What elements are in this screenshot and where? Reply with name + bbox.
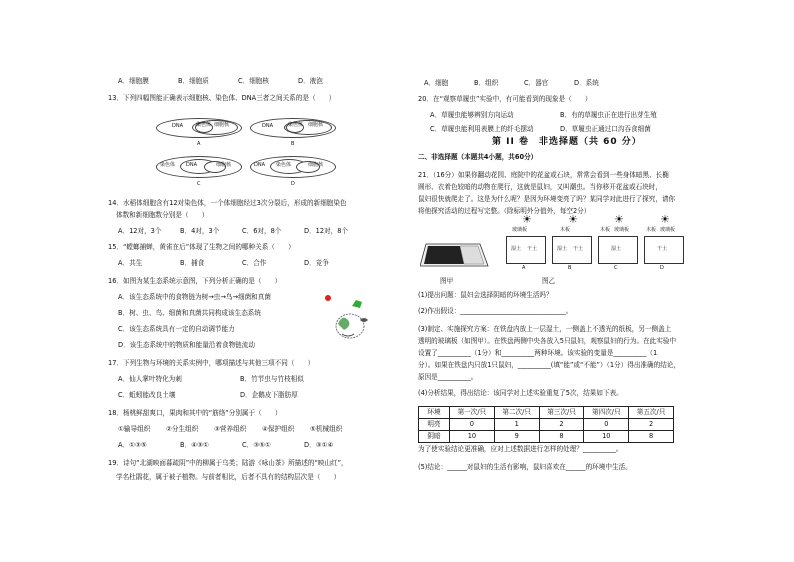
q13-c-outer: 染色体 (160, 162, 176, 168)
q18-sub-4: ④保护组织 (262, 425, 295, 433)
figure-jia-tray (420, 230, 492, 272)
box-b-letter: B (568, 265, 572, 271)
box-a-soil1: 湿土 (511, 246, 522, 252)
box-a-soil2: 干土 (527, 246, 538, 252)
q16-option-d: D．该生态系统中的物质和能量沿着食物链流动 (118, 341, 255, 349)
table-cell: 10 (450, 431, 495, 443)
box-b-top: 木板 (560, 227, 571, 233)
box-c-top1: 木板 (600, 227, 611, 233)
q13-diagram-a (156, 118, 242, 138)
q21-part5: (5)结论：______对鼠妇的生活有影响，鼠妇喜欢在______的环境中生活。 (418, 463, 632, 471)
q21-part4: (4)分析结果，得出结论：该同学对上述实验重复了5次，结果如下表。 (418, 389, 623, 397)
results-table (418, 406, 674, 443)
table-cell: 阴暗 (419, 431, 450, 443)
q21-part4b: 为了使实验结论更准确，应对上述数据进行怎样的处理？__________。 (418, 445, 623, 453)
q17-option-b: B．竹节虫与竹枝相似 (240, 375, 304, 383)
q13-letter-a: A (197, 141, 201, 147)
q18-option-c: C．③⑤① (242, 441, 271, 449)
sun-icon-c: ☀ (614, 213, 624, 226)
box-d-top1: 木板 (646, 227, 657, 233)
q15-option-c: C．合作 (242, 259, 267, 267)
box-a-top: 玻璃板 (512, 227, 528, 233)
q17-option-d: D．企鹅皮下脂肪厚 (240, 391, 298, 399)
q14-option-a: A．12对，3个 (118, 227, 162, 235)
q18-option-d: D．③①④ (304, 441, 334, 449)
tree-icon (352, 300, 362, 308)
part2-heading: 二、非选择题（本题共4小题，共60分） (418, 153, 538, 161)
table-cell: 8 (629, 431, 674, 443)
q20-option-d: D．草履虫正通过口沟吞食细菌 (560, 125, 651, 133)
box-d-top2: 玻璃板 (660, 227, 676, 233)
q13-d-inner: 细胞核 (308, 162, 324, 168)
sun-icon-d: ☀ (660, 213, 670, 226)
q20-option-b: B．有的草履虫正在进行出芽生殖 (560, 111, 657, 119)
q13-diagram-d (250, 156, 336, 178)
box-c-soil: 湿土 (611, 246, 622, 252)
table-header-cell: 第二次/只 (494, 407, 539, 419)
q12-option-a: A．细胞膜 (118, 77, 149, 85)
table-cell: 0 (450, 419, 495, 431)
q21-part3-line5: 原因是__________。 (418, 373, 478, 381)
q20-option-a: A．草履虫能够辨别方向运动 (430, 111, 514, 119)
q13-letter-d: D (291, 181, 295, 187)
figure-yi (504, 214, 684, 280)
question-19-line1: 19．诗句“北湖映面暮疏阴”中的柳属于乌类；陆游《咏山茶》所描述的“映山红”， (108, 459, 348, 467)
part2-title: 第 II 卷 非选择题（共 60 分） (492, 137, 642, 147)
q21-part3-line3: 设置了__________（1分）和__________两种环境。该实验的变量是__________（1 (418, 349, 658, 357)
table-cell: 明亮 (419, 419, 450, 431)
box-c-letter: C (614, 265, 618, 271)
q15-option-d: D．竞争 (304, 259, 329, 267)
figure-yi-label: 图乙 (542, 277, 556, 285)
question-18: 18．杨桃鲜甜爽口，果肉和其中的“筋络”分别属于（ ） (108, 409, 282, 417)
q13-a-outer: 细胞核 (214, 122, 230, 128)
q15-option-a: A．共生 (118, 259, 143, 267)
question-13: 13．下列四幅图能正确表示细胞核、染色体、DNA三者之间关系的是（ ） (108, 94, 336, 102)
q13-d-outer: DNA (254, 162, 266, 168)
q18-option-b: B．④③① (180, 441, 209, 449)
q17-option-a: A．仙人掌叶特化为刺 (118, 375, 182, 383)
q16-option-b: B．树、虫、鸟、细菌和真菌共同构成该生态系统 (118, 309, 261, 317)
q19-option-b: B．组织 (474, 79, 499, 87)
q13-c-middle: DNA (186, 162, 198, 168)
q14-option-b: B．4对，3个 (180, 227, 220, 235)
box-b-soil2: 干土 (573, 246, 584, 252)
box-c (598, 236, 638, 264)
table-cell: 2 (629, 419, 674, 431)
box-d-soil: 干土 (657, 246, 668, 252)
q13-b-middle: DNA (262, 123, 274, 129)
question-19-line2: 学名杜鹃花，属于被子植物。与前者相比，后者不具有的结构层次是（ ） (116, 473, 341, 481)
question-14-line2: 体数和新细胞数分别是（ ） (116, 211, 209, 219)
table-header-row (419, 407, 674, 419)
q21-part1: (1)提出问题：鼠妇会选择阴暗的环境生活吗？ (418, 291, 553, 299)
table-header-cell: 第三次/只 (539, 407, 584, 419)
q13-letter-b: B (291, 141, 295, 147)
q14-option-d: D．12对，8个 (304, 227, 349, 235)
q13-diagram-b (250, 118, 336, 138)
table-cell: 1 (494, 419, 539, 431)
q21-line3: 鼠妇很快就爬走了。这是为什么呢？是因为环境变亮了吗？某同学对此进行了探究，请你 (418, 195, 676, 203)
q21-part3-line2: 透明的玻璃板（如图甲）。在铁盘两侧中央各放入5只鼠妇，观察鼠妇的行为。在此实验中 (418, 337, 677, 345)
box-a (506, 236, 546, 264)
q13-diagram-c (156, 156, 242, 178)
q21-line1: 21．（16分）如果你翻动花园、庭院中的花盆或石块，常常会看到一些身体暗黑、长椭 (418, 171, 669, 179)
q19-option-c: C．器官 (524, 79, 549, 87)
q16-option-c: C．该生态系统具有一定的自动调节能力 (118, 325, 235, 333)
q21-part3-line4: 分）。如果在铁盘内只放1只鼠妇，__________(填“能”或“不能”）（1分）得出准确的结论， (418, 361, 680, 369)
q18-option-a: A．①③⑤ (118, 441, 147, 449)
question-16: 16．如图为某生态系统示意图，下列分析正确的是（ ） (108, 277, 282, 285)
q13-a-inner: DNA (172, 123, 184, 129)
q20-option-c: C．草履虫能利用表膜上的纤毛摆动 (430, 125, 534, 133)
q18-sub-1: ①输导组织 (118, 425, 151, 433)
q18-sub-5: ⑤机械组织 (310, 425, 343, 433)
question-15: 15．“螳螂捕蝉，黄雀在后”体现了生物之间的哪种关系（ ） (108, 243, 295, 251)
table-header-cell: 第五次/只 (629, 407, 674, 419)
sun-icon (325, 295, 331, 301)
figure-jia-label: 图甲 (440, 277, 454, 285)
q21-part3-line1: (3)制定、实施探究方案：在铁盘内放上一层湿土，一侧盖上不透光的纸板，另一侧盖上 (418, 325, 672, 333)
table-cell: 0 (584, 419, 629, 431)
q15-option-b: B．捕食 (180, 259, 205, 267)
q17-option-c: C．蚯蚓能改良土壤 (118, 391, 176, 399)
q13-d-middle: 染色体 (276, 162, 292, 168)
q14-option-c: C．6对，8个 (242, 227, 282, 235)
q13-b-inner: 染色体 (288, 122, 304, 128)
q21-part2: (2)作出假设：________________________________。 (418, 307, 573, 315)
q13-letter-c: C (197, 181, 201, 187)
q21-line4: 将他探究活动的过程写完整。（除标明外分值外，每空2分） (418, 207, 591, 215)
box-c-top2: 玻璃板 (614, 227, 630, 233)
table-header-cell: 环境 (419, 407, 450, 419)
box-a-letter: A (522, 265, 526, 271)
q21-line2: 圆形、衣着色较暗的动物在爬行，这就是鼠妇，又叫潮虫。当你移开花盆或石块时， (418, 183, 662, 191)
q13-a-middle: 染色体 (196, 122, 212, 128)
table-cell: 9 (494, 431, 539, 443)
q18-sub-3: ③营养组织 (214, 425, 247, 433)
question-17: 17．下列生物与环境的关系实例中，哪项描述与其他三项不同（ ） (108, 359, 315, 367)
q19-option-d: D．系统 (574, 79, 599, 87)
q16-option-a: A．该生态系统中的食物链为树→虫→鸟→细菌和真菌 (118, 293, 271, 301)
q13-c-inner: 细胞核 (216, 162, 232, 168)
question-14-line1: 14．水稻体细胞含有12对染色体，一个体细胞经过3次分裂后，形成的新细胞染色 (108, 199, 347, 207)
table-cell: 10 (584, 431, 629, 443)
question-20: 20．在“观察草履虫”实验中，有可能看到的现象是（ ） (418, 95, 592, 103)
q12-option-c: C．细胞核 (238, 77, 269, 85)
sun-icon-a: ☀ (522, 213, 532, 226)
q13-b-outer: 细胞核 (308, 122, 324, 128)
table-header-cell: 第一次/只 (450, 407, 495, 419)
table-row (419, 431, 674, 443)
sun-icon-b: ☀ (568, 213, 578, 226)
box-d-letter: D (660, 265, 664, 271)
table-cell: 8 (539, 431, 584, 443)
ecosystem-figure (324, 294, 374, 340)
table-header-cell: 第四次/只 (584, 407, 629, 419)
q12-option-b: B．细胞质 (178, 77, 209, 85)
q19-option-a: A．细胞 (424, 79, 449, 87)
box-b (552, 236, 592, 264)
table-cell: 2 (539, 419, 584, 431)
box-b-soil1: 湿土 (557, 246, 568, 252)
table-row (419, 419, 674, 431)
q12-option-d: D．液泡 (298, 77, 323, 85)
box-d (644, 236, 684, 264)
q18-sub-2: ②分生组织 (166, 425, 199, 433)
